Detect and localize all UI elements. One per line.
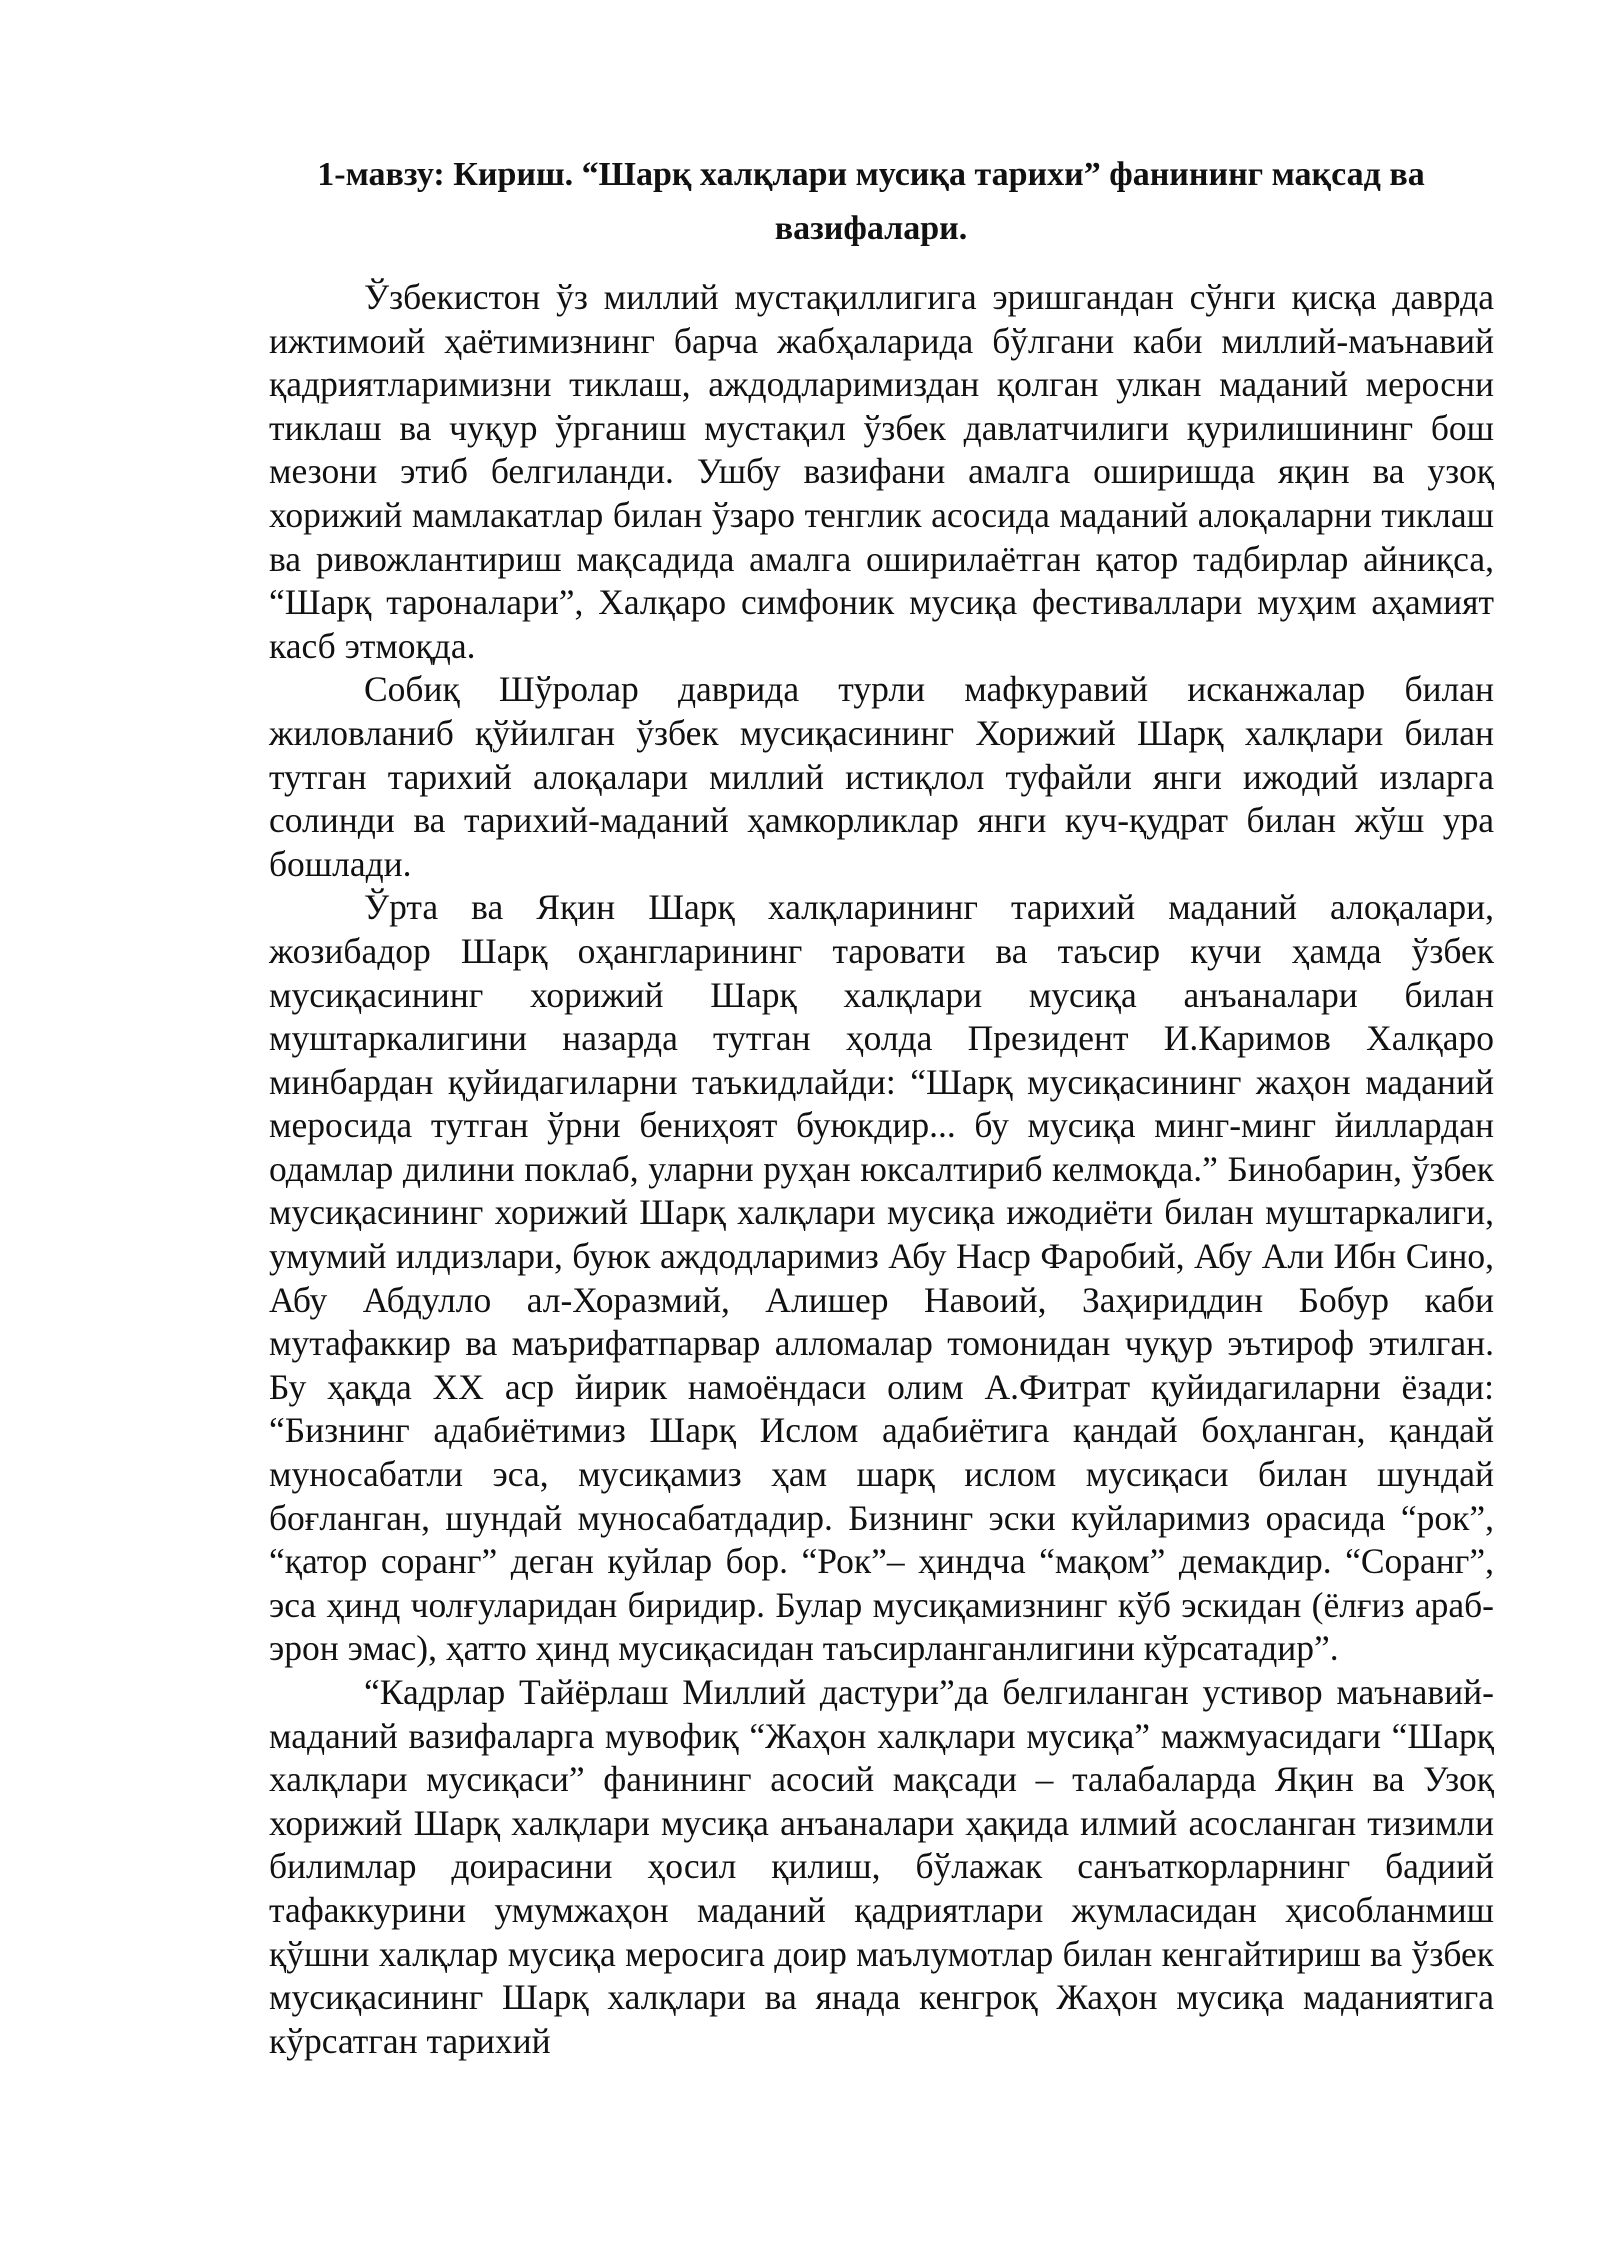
document-title: 1-мавзу: Кириш. “Шарқ халқлари мусиқа тарихи” фанининг мақсад ва вазифалари. <box>317 156 1425 247</box>
paragraph-course-goals: “Кадрлар Тайёрлаш Миллий дастури”да белгиланган устивор маънавий-маданий вазифаларга мувофиқ “Жаҳон халқлари мусиқа” мажмуасидаги “Шарқ халқлари мусиқаси” фанининг асосий мақсади – талабаларда Яқин ва Узоқ хорижий Шарқ халқлари мусиқа анъаналари ҳақида илмий асосланган тизимли билимлар доирасини ҳосил қилиш, бўлажак санъаткорларнинг бадиий тафаккурини умумжаҳон маданий қадриятлари жумласидан ҳисобланмиш қўшни халқлар мусиқа меросига доир маълумотлар билан кенгайтириш ва ўзбек мусиқасининг Шарқ халқлари ва янада кенгроқ Жаҳон мусиқа маданиятига кўрсатган тарихий <box>269 1672 1494 2061</box>
paragraph-independence: Ўзбекистон ўз миллий мустақиллигига эришгандан сўнги қисқа даврда ижтимоий ҳаётимизнинг барча жабҳаларида бўлгани каби миллий-маънавий қадриятларимизни тиклаш, аждодларимиздан қолган улкан маданий меросни тиклаш ва чуқур ўрганиш мустақил ўзбек давлатчилиги қурилишининг бош мезони этиб белгиланди. Ушбу вазифани амалга оширишда яқин ва узоқ хорижий мамлакатлар билан ўзаро тенглик асосида маданий алоқаларни тиклаш ва ривожлантириш мақсадида амалга оширилаётган қатор тадбирлар айниқса, “Шарқ тароналари”, Халқаро симфоник мусиқа фестиваллари муҳим аҳамият касб этмоқда. <box>269 277 1494 666</box>
document-body <box>269 276 1494 2063</box>
paragraph-soviet-period: Собиқ Шўролар даврида турли мафкуравий исканжалар билан жиловланиб қўйилган ўзбек мусиқасининг Хорижий Шарқ халқлари билан тутган тарихий алоқалари миллий истиқлол туфайли янги ижодий изларга солинди ва тарихий-маданий ҳамкорликлар янги куч-қудрат билан жўш ура бошлади. <box>269 669 1494 884</box>
paragraph-historical-ties: Ўрта ва Яқин Шарқ халқларининг тарихий маданий алоқалари, жозибадор Шарқ оҳангларининг таровати ва таъсир кучи ҳамда ўзбек мусиқасининг хорижий Шарқ халқлари мусиқа анъаналари билан муштаркалигини назарда тутган ҳолда Президент И.Каримов Халқаро минбардан қуйидагиларни таъкидлайди: “Шарқ мусиқасининг жаҳон маданий меросида тутган ўрни бениҳоят буюкдир... бу мусиқа минг-минг йиллардан одамлар дилини поклаб, уларни руҳан юксалтириб келмоқда.” Бинобарин, ўзбек мусиқасининг хорижий Шарқ халқлари мусиқа ижодиёти билан муштаркалиги, умумий илдизлари, буюк аждодларимиз Абу Наср Фаробий, Абу Али Ибн Сино, Абу Абдулло ал-Хоразмий, Алишер Навоий, Заҳириддин Бобур каби мутафаккир ва маърифатпарвар алломалар томонидан чуқур эътироф этилган. Бу ҳақда ХХ аср йирик намоёндаси олим А.Фитрат қуйидагиларни ёзади: “Бизнинг адабиётимиз Шарқ Ислом адабиётига қандай боҳланган, қандай муносабатли эса, мусиқамиз ҳам шарқ ислом мусиқаси билан шундай боғланган, шундай муносабатдадир. Бизнинг эски куйларимиз орасида “рок”, “қатор соранг” деган куйлар бор. “Рок”– ҳиндча “мақом” демакдир. “Соранг”, эса ҳинд чолғуларидан биридир. Булар мусиқамизнинг кўб эскидан (ёлғиз араб-эрон эмас), ҳатто ҳинд мусиқасидан таъсирланганлигини кўрсатадир”. <box>269 887 1494 1669</box>
